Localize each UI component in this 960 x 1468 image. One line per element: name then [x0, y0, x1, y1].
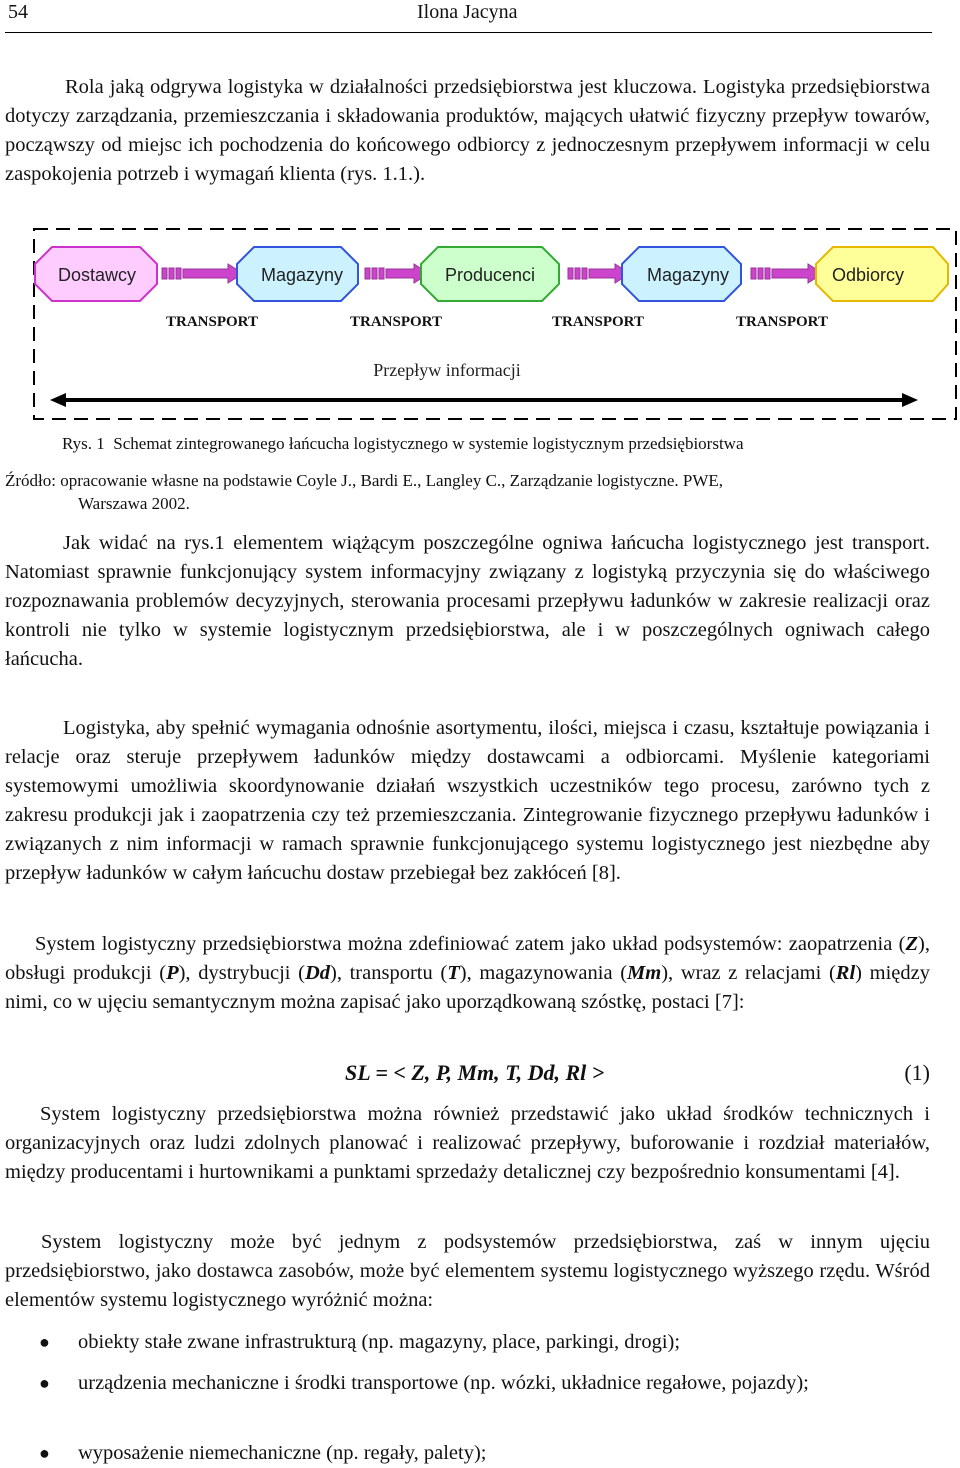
transport-label-2: TRANSPORT	[350, 314, 442, 330]
paragraph-technical-means	[5, 1100, 930, 1187]
paragraph-technical-means-text: System logistyczny przedsiębiorstwa można również przedstawić jako układ środków technicznych i organizacyjnych oraz ludzi zdolnych planować i realizować przepływy, buforowanie i rozdział materiałów, między producentami i hurtownikami a punktami sprzedaży detalicznej czy bezpośrednio konsumentami [4].	[5, 1103, 930, 1183]
p4-text-g: ) między nimi, co w ujęciu semantycznym można zapisać jako uporządkowaną szóstkę, postaci [7]:	[5, 962, 930, 1013]
header-rule	[5, 32, 932, 33]
symbol-dd: Dd	[304, 962, 330, 984]
info-flow-label: Przepływ informacji	[373, 360, 521, 380]
page-number: 54	[8, 1, 28, 23]
paragraph-transport	[5, 529, 930, 674]
transport-labels	[166, 314, 828, 330]
list-item	[5, 1439, 930, 1468]
arrow-1	[162, 264, 243, 283]
paragraph-logistics-requirements-text: Logistyka, aby spełnić wymagania odnośnie asortymentu, ilości, miejsca i czasu, kształtuje powiązania i relacje oraz steruje przepływem ładunków między dostawcami a odbiorcami. Myślenie kategoriami systemowymi umożliwia skoordynowanie działań wszystkich uczestników tego procesu, zarówno tych z zakresu produkcji jak i zaopatrzenia czy też przemieszczania. Zintegrowanie fizycznego przepływu ładunków i związanych z nim informacji w ramach sprawnie funkcjonującego systemu logistycznego jest niezbędne aby przepływ ładunków w całym łańcuchu dostaw przebiegał bez zakłóceń [8].	[5, 717, 930, 884]
list-item-text: wyposażenie niemechaniczne (np. regały, palety);	[78, 1442, 487, 1464]
list-item-text: obiekty stałe zwane infrastrukturą (np. magazyny, place, parkingi, drogi);	[78, 1331, 681, 1353]
transport-label-1: TRANSPORT	[166, 314, 258, 330]
symbol-rl: Rl	[835, 962, 856, 984]
bullet-dot-icon: ●	[39, 1373, 50, 1393]
p4-text-d: ), transportu (	[330, 962, 448, 984]
paragraph-intro-text: Rola jaką odgrywa logistyka w działalności przedsiębiorstwa jest kluczowa. Logistyka przedsiębiorstwa dotyczy zarządzania, przemieszczania i składowania produktów, mających ułatwić fizyczny przepływ towarów, począwszy od miejsc ich pochodzenia do końcowego odbiorcy z jednoczesnym przepływem informacji w celu zaspokojenia potrzeb i wymagań klienta (rys. 1.1.).	[5, 76, 930, 185]
info-flow-arrow	[50, 393, 918, 407]
arrow-2	[365, 264, 429, 283]
node-magazyny-2	[622, 247, 741, 301]
figure-source-line1: Źródło: opracowanie własne na podstawie Coyle J., Bardi E., Langley C., Zarządzanie logistyczne. PWE,	[5, 471, 724, 490]
p4-text-b: ), obsługi produkcji (	[5, 933, 930, 984]
symbol-z: Z	[905, 933, 919, 955]
node-magazyny-2-label: Magazyny	[646, 265, 730, 285]
formula-number: (1)	[904, 1060, 930, 1085]
figure-caption: Rys. 1 Schemat zintegrowanego łańcucha logistycznego w systemie logistycznym przedsiębiorstwa	[62, 434, 744, 453]
arrow-4	[751, 264, 823, 283]
figure-source	[5, 469, 930, 515]
logistics-chain-figure	[0, 225, 960, 425]
bullet-dot-icon: ●	[39, 1443, 50, 1463]
list-item-text: urządzenia mechaniczne i środki transportowe (np. wózki, układnice regałowe, pojazdy);	[78, 1372, 809, 1394]
node-producenci-label: Producenci	[444, 265, 536, 285]
paragraph-logistics-requirements	[5, 714, 930, 888]
p4-text-e: ), magazynowania (	[459, 962, 628, 984]
transport-label-4: TRANSPORT	[736, 314, 828, 330]
paragraph-transport-text: Jak widać na rys.1 elementem wiążącym poszczególne ogniwa łańcucha logistycznego jest transport. Natomiast sprawnie funkcjonujący system informacyjny związany z logistyką przyczynia się do właściwego rozpoznawania problemów decyzyjnych, sterowania procesami przepływu ładunków w zakresie realizacji oraz kontroli nie tylko w systemie logistycznym przedsiębiorstwa, ale i w poszczególnych ogniwach całego łańcucha.	[5, 532, 930, 670]
transport-label-3: TRANSPORT	[552, 314, 644, 330]
symbol-p: P	[166, 962, 179, 984]
figure-source-line2: Warszawa 2002.	[78, 494, 190, 513]
p4-text-f: ), wraz z relacjami (	[661, 962, 836, 984]
node-producenci	[421, 247, 559, 301]
node-magazyny-1	[237, 247, 358, 301]
node-magazyny-1-label: Magazyny	[260, 265, 344, 285]
list-item	[5, 1328, 930, 1357]
formula-expression: SL = < Z, P, Mm, T, Dd, Rl >	[345, 1060, 605, 1085]
node-odbiorcy	[816, 247, 948, 301]
node-odbiorcy-label: Odbiorcy	[831, 265, 905, 285]
paragraph-subsystems	[5, 930, 930, 1017]
arrow-3	[568, 264, 630, 283]
paragraph-elements	[5, 1228, 930, 1315]
node-dostawcy-label: Dostawcy	[57, 265, 137, 285]
symbol-mm: Mm	[627, 962, 662, 984]
p4-text-a: System logistyczny przedsiębiorstwa można zdefiniować zatem jako układ podsystemów: zaopatrzenia (	[35, 933, 906, 955]
node-dostawcy	[35, 247, 157, 301]
symbol-t: T	[447, 962, 460, 984]
paragraph-intro	[5, 73, 930, 189]
paragraph-elements-text: System logistyczny może być jednym z podsystemów przedsiębiorstwa, zaś w innym ujęciu przedsiębiorstwo, jako dostawca zasobów, może być elementem systemu logistycznego wyższego rzędu. Wśród elementów systemu logistycznego wyróżnić można:	[5, 1231, 930, 1311]
running-header-author: Ilona Jacyna	[417, 1, 518, 23]
p4-text-c: ), dystrybucji (	[178, 962, 305, 984]
list-item	[5, 1369, 930, 1398]
bullet-dot-icon: ●	[39, 1332, 50, 1352]
